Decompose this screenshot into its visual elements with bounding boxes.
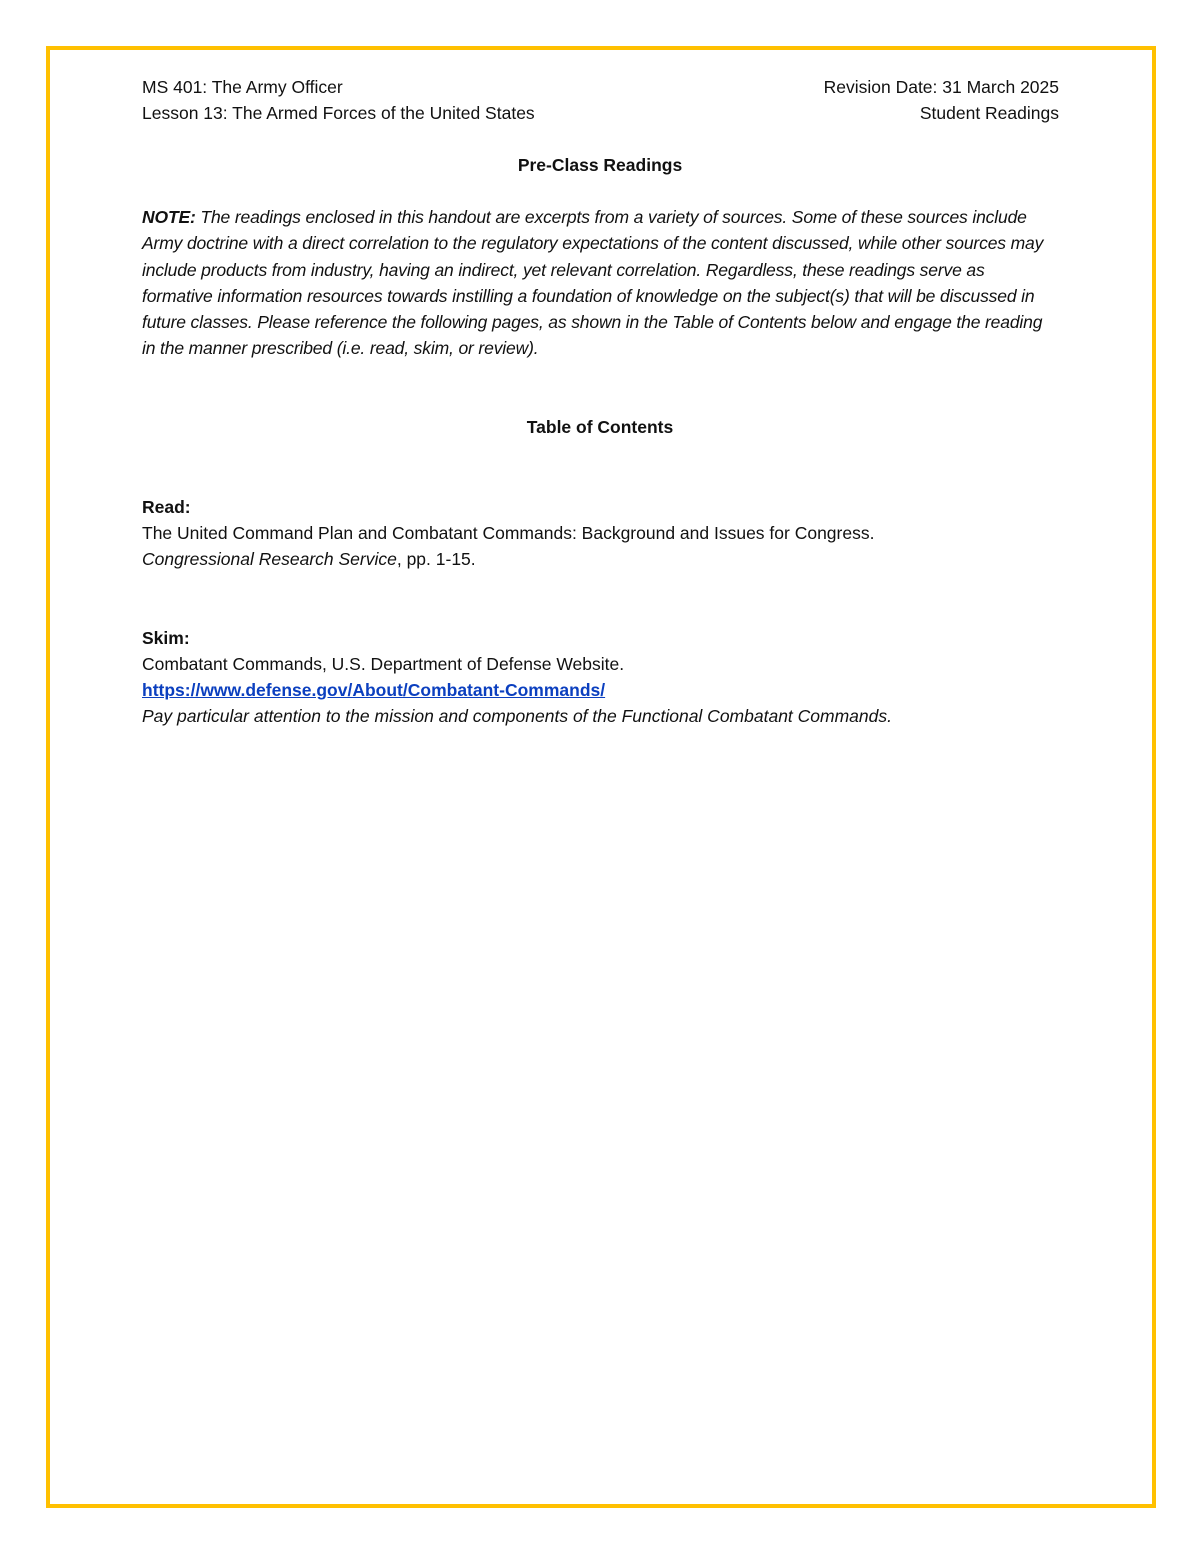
lesson-title: Lesson 13: The Armed Forces of the United States <box>142 103 535 123</box>
skim-instruction: Pay particular attention to the mission and components of the Functional Combatant Commands. <box>142 706 892 726</box>
read-title: The United Command Plan and Combatant Commands: Background and Issues for Congress. <box>142 523 875 543</box>
note-paragraph <box>142 204 1058 362</box>
toc-heading: Table of Contents <box>526 417 674 437</box>
header-right <box>824 74 1059 126</box>
read-source: Congressional Research Service <box>142 549 397 569</box>
read-citation <box>142 546 1102 572</box>
pre-class-heading: Pre-Class Readings <box>517 155 683 175</box>
skim-title: Combatant Commands, U.S. Department of Defense Website. <box>142 654 625 674</box>
note-label: NOTE: <box>142 207 196 227</box>
header-left <box>142 74 535 126</box>
read-label: Read: <box>142 497 191 517</box>
read-section <box>142 494 1102 572</box>
skim-section <box>142 625 1102 729</box>
defense-gov-link[interactable]: https://www.defense.gov/About/Combatant-Commands/ <box>142 680 606 700</box>
note-text: The readings enclosed in this handout are excerpts from a variety of sources. Some of these sources include Army doctrine with a direct correlation to the regulatory expectations of the content discussed, while other sources may include products from industry, having an indirect, yet relevant correlation. Regardless, these readings serve as formative information resources towards instilling a foundation of knowledge on the subject(s) that will be discussed in future classes. Please reference the following pages, as shown in the Table of Contents below and engage the reading in the manner prescribed (i.e. read, skim, or review). <box>142 207 1044 359</box>
revision-date: Revision Date: 31 March 2025 <box>823 77 1059 97</box>
document-type: Student Readings <box>919 103 1059 123</box>
skim-label: Skim: <box>142 628 190 648</box>
read-pages: , pp. 1-15. <box>396 549 476 569</box>
course-title: MS 401: The Army Officer <box>142 77 343 97</box>
